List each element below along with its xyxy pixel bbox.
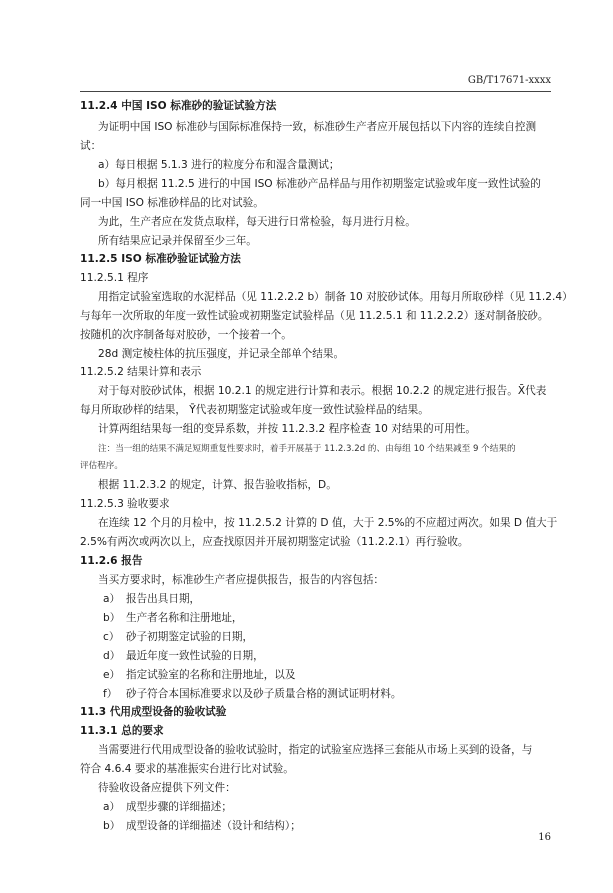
report-item-label: b） [103, 612, 121, 624]
text-line: 计算两组结果每一组的变异系数，并按 11.2.3.2 程序检查 10 对结果的可用性。 [98, 423, 476, 435]
document-code: GB/T17671-xxxx [467, 75, 551, 86]
text-line: a）每日根据 5.1.3 进行的粒度分布和湿含量测试； [98, 159, 340, 171]
report-item-text: 报告出具日期， [126, 593, 201, 605]
text-line: 试： [80, 140, 102, 152]
report-item-text: 最近年度一致性试验的日期， [126, 650, 264, 662]
report-item-text: 生产者名称和注册地址， [126, 612, 243, 624]
section-heading: 11.2.5 ISO 标准砂验证试验方法 [80, 253, 241, 265]
section-heading: 11.2.6 报告 [80, 555, 143, 567]
text-line: 同一中国 ISO 标准砂样品的比对试验。 [80, 197, 264, 209]
text-line: 所有结果应记录并保留至少三年。 [98, 235, 257, 247]
text-line: 当需要进行代用成型设备的验收试验时，指定的试验室应选择三套能从市场上买到的设备，与 [98, 744, 533, 756]
text-line: 与每年一次所取的年度一致性试验或初期鉴定试验样品（见 11.2.5.1 和 11.2.2.2）逐对制备胶砂。 [80, 310, 549, 322]
text-line: 28d 测定棱柱体的抗压强度，并记录全部单个结果。 [98, 348, 345, 360]
report-item-label: d） [103, 650, 121, 662]
text-line: 根据 11.2.3.2 的规定，计算、报告验收指标，D。 [98, 479, 337, 491]
text-line: 2.5%有两次或两次以上，应查找原因并开展初期鉴定试验（11.2.2.1）再行验收。 [80, 536, 469, 548]
page-number: 16 [538, 832, 551, 843]
report-item-text: 指定试验室的名称和注册地址，以及 [126, 669, 296, 681]
text-line: 11.2.5.3 验收要求 [80, 498, 170, 510]
text-line: 为此，生产者应在发货点取样，每天进行日常检验，每月进行月检。 [98, 216, 416, 228]
note-line: 注：当一组的结果不满足短期重复性要求时，着手开展基于 11.2.3.2d 的、由每组 10 个结果减至 9 个结果的 [98, 444, 516, 454]
doc-item-label: b） [103, 820, 121, 832]
text-line: 符合 4.6.4 要求的基准振实台进行比对试验。 [80, 763, 294, 775]
doc-item-label: a） [103, 801, 121, 813]
text-line: 11.2.5.2 结果计算和表示 [80, 366, 202, 378]
doc-item-text: 成型步骤的详细描述； [126, 801, 232, 813]
text-line: 为证明中国 ISO 标准砂与国际标准保持一致，标准砂生产者应开展包括以下内容的连续自控测 [98, 121, 537, 133]
section-heading: 11.2.4 中国 ISO 标准砂的验证试验方法 [80, 100, 277, 112]
text-line: 在连续 12 个月的月检中，按 11.2.5.2 计算的 D 值，大于 2.5%的不应超过两次。如果 D 值大于 [98, 517, 558, 529]
header-rule [80, 91, 551, 92]
note-line: 评估程序。 [80, 461, 123, 471]
text-line: 对于每对胶砂试体，根据 10.2.1 的规定进行计算和表示。根据 10.2.2 的规定进行报告。X̄代表 [98, 385, 547, 397]
text-line: b）每月根据 11.2.5 进行的中国 ISO 标准砂产品样品与用作初期鉴定试验或年度一致性试验的 [98, 178, 541, 190]
text-line: 待验收设备应提供下列文件： [98, 782, 236, 794]
text-line: 每月所取砂样的结果， Ȳ代表初期鉴定试验或年度一致性试验样品的结果。 [80, 404, 429, 416]
text-line: 按随机的次序制备每对胶砂，一个接着一个。 [80, 329, 292, 341]
text-line: 当买方要求时，标准砂生产者应提供报告，报告的内容包括： [98, 574, 385, 586]
text-line: 用指定试验室选取的水泥样品（见 11.2.2.2 b）制备 10 对胶砂试体。用每月所取砂样（见 11.2.4） [98, 291, 573, 303]
text-line: 11.2.5.1 程序 [80, 272, 149, 284]
report-item-label: a） [103, 593, 121, 605]
doc-item-text: 成型设备的详细描述（设计和结构）； [126, 820, 301, 832]
report-item-text: 砂子符合本国标准要求以及砂子质量合格的测试证明材料。 [126, 688, 402, 700]
section-heading: 11.3 代用成型设备的验收试验 [80, 706, 227, 718]
report-item-text: 砂子初期鉴定试验的日期， [126, 631, 254, 643]
report-item-label: f） [103, 688, 118, 700]
section-heading: 11.3.1 总的要求 [80, 725, 164, 737]
report-item-label: c） [103, 631, 120, 643]
report-item-label: e） [103, 669, 121, 681]
